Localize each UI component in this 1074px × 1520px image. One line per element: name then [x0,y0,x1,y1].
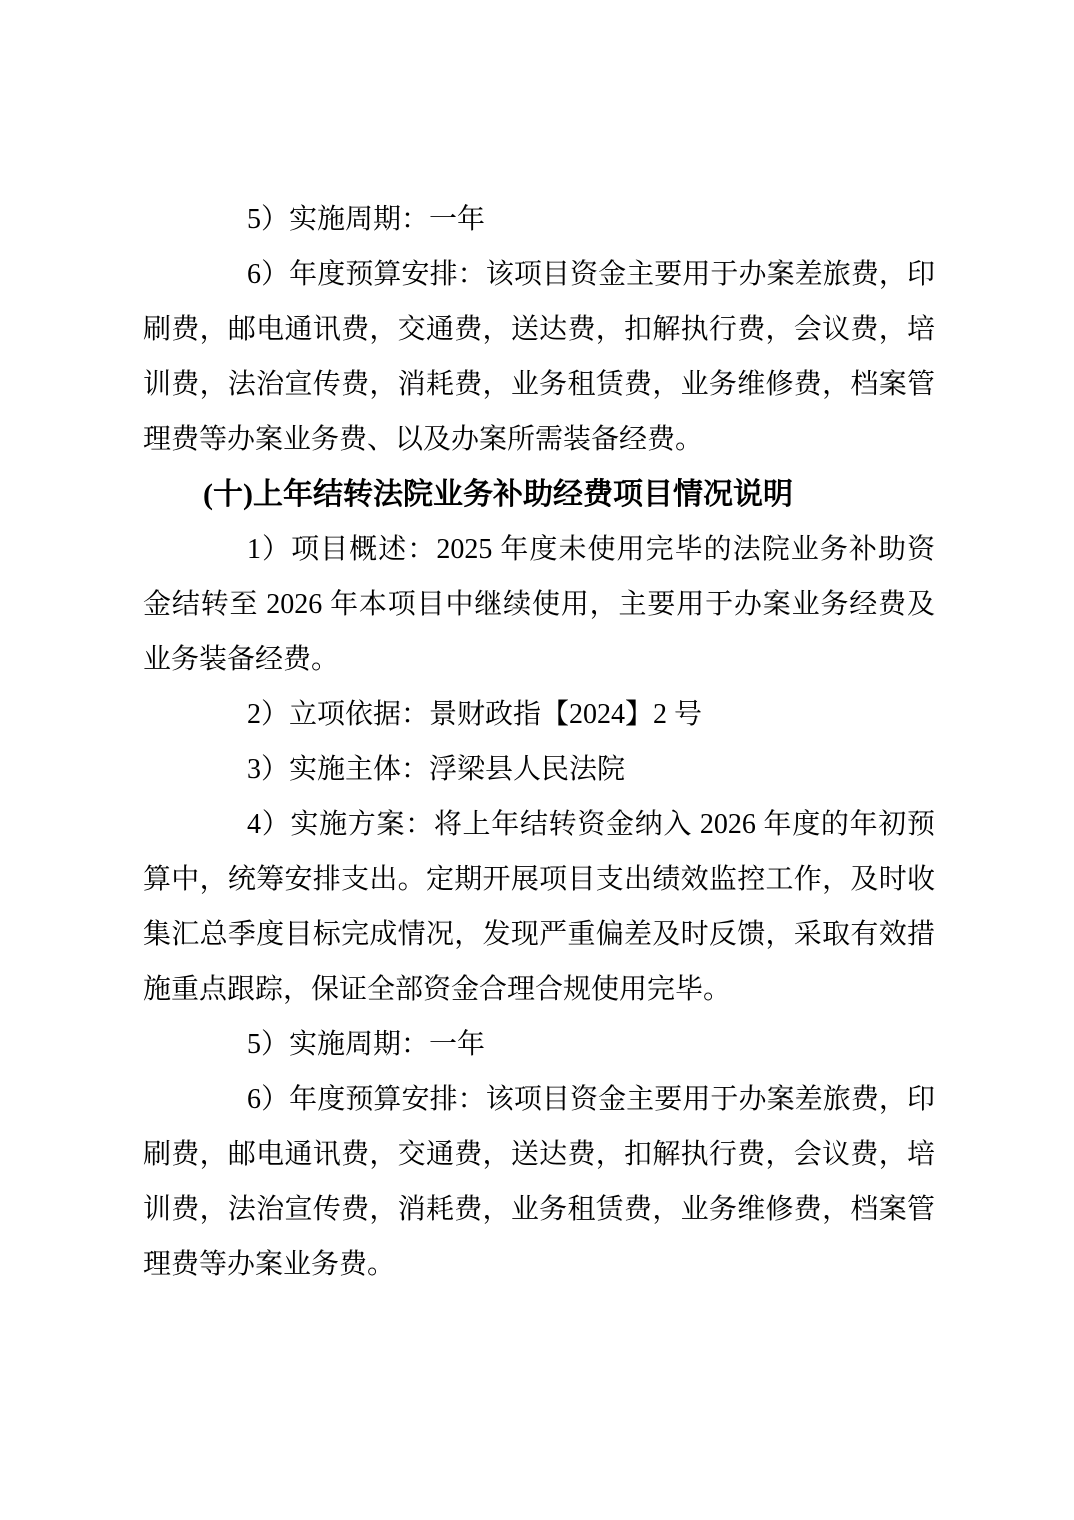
paragraph-implementing-entity: 3）实施主体：浮梁县人民法院 [247,754,626,785]
paragraph-project-overview: 1）项目概述：2025 年度未使用完毕的法院业务补助资金结转至 2026 年本项目中继续使用，主要用于办案业务经费及业务装备经费。 [143,534,935,675]
paragraph-implementation-period: 5）实施周期：一年 [247,204,486,235]
paragraph-implementation-plan: 4）实施方案：将上年结转资金纳入 2026 年度的年初预算中，统筹安排支出。定期开展项目支出绩效监控工作，及时收集汇总季度目标完成情况，发现严重偏差及时反馈，采取有效措施重点跟踪，保证全部资金合理合规使用完毕。 [143,809,935,1005]
paragraph-implementation-period-2: 5）实施周期：一年 [247,1029,486,1060]
paragraph-annual-budget-arrangement-2: 6）年度预算安排：该项目资金主要用于办案差旅费，印刷费，邮电通讯费，交通费，送达费，扣解执行费，会议费，培训费，法治宣传费，消耗费，业务租赁费，业务维修费，档案管理费等办案业务费。 [143,1084,935,1280]
paragraph-approval-basis: 2）立项依据：景财政指【2024】2 号 [247,699,703,730]
paragraph-annual-budget-arrangement: 6）年度预算安排：该项目资金主要用于办案差旅费，印刷费，邮电通讯费，交通费，送达费，扣解执行费，会议费，培训费，法治宣传费，消耗费，业务租赁费，业务维修费，档案管理费等办案业务费、以及办案所需装备经费。 [143,259,935,455]
section-heading: (十)上年结转法院业务补助经费项目情况说明 [203,478,793,511]
